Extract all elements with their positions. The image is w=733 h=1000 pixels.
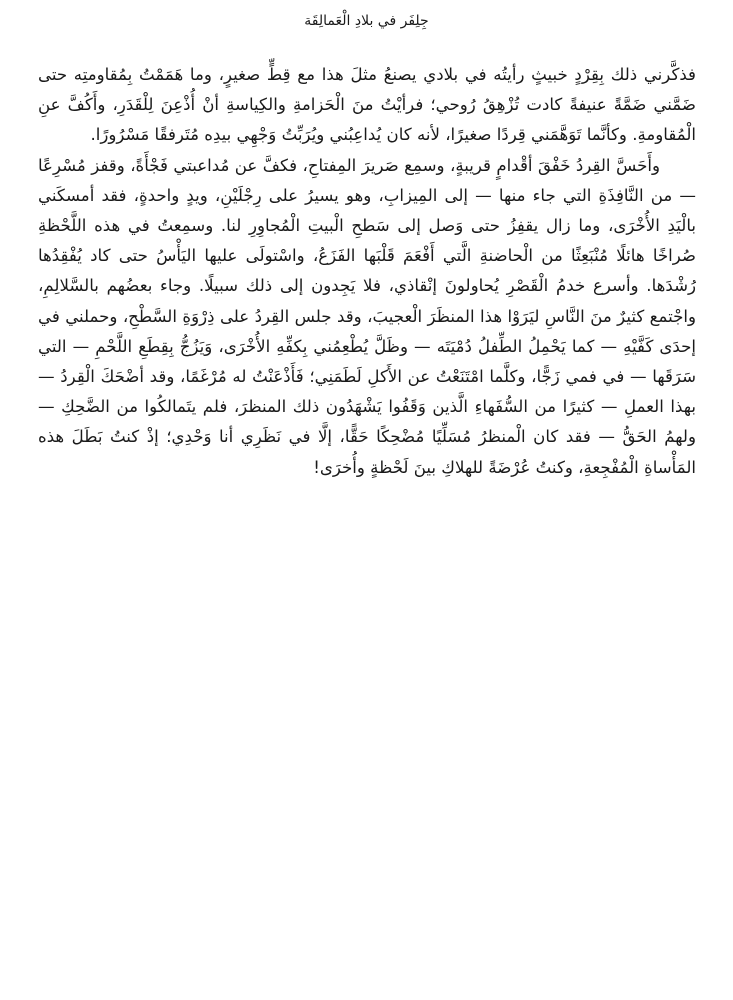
paragraph-2: وأَحَسَّ القِردُ خَفْقَ أقْدامٍ قريبةٍ، وسمِع صَريرَ المِفتاحِ، فكفَّ عن مُداعبتي فَجْأَةً، وقفز مُسْرِعًا — من النَّافِذَةِ التي جاء منها — إلى المِيزابِ، وهو يسيرُ على رِجْلَيْنِ، ويدٍ واحدةٍ، فقد أمسكَني بالْيَدِ الأُخْرَى، وما زال يقفِزُ حتى وَصل إلى سَطحِ الْبيتِ الْمُجاوِرِ لنا. وسمِعتُ في هذه اللَّحْظةِ صُراخًا هائلًا مُنْبَعِثًا من الْحاضنةِ الَّتي أَفْعَمَ قَلْبَها الفَزَعُ، واسْتولَى عليها اليَأْسُ حتى كاد يُفْقِدُها رُشْدَها. وأسرع خدمُ الْقَصْرِ يُحاولونَ إنْقاذي، فلا يَجِدون إلى ذلك سبيلًا. وجاء بعضُهم بالسَّلالِمِ، واجْتمع كثيرٌ منَ النَّاسِ ليَرَوْا هذا المنظَرَ الْعجيبَ، وقد جلس القِردُ على ذِرْوَةِ السَّطْحِ، وحملني في إحدَى كَفَّيْهِ — كما يَحْمِلُ الطِّفلُ دُمْيَتَه — وظَلَّ يُطْعِمُني بِكفِّهِ الأُخْرَى، وَيَزُجُّ بِقِطَعِ اللَّحْمِ — التي سَرَقَها — في فمي زَجًّا، وكلَّما امْتَنَعْتُ عن الأَكلِ لَطَمَنِي؛ فَأَذْعَنْتُ له مُرْغَمًا، وقد أضْحَكَ الْقِردُ — بهذا العملِ — كثيرًا من السُّفَهاءِ الَّذين وَقَفُوا يَشْهَدُون ذلك المنظرَ، فلم يتَمالكُوا من الضَّحِكِ — ولهمُ الحَقُّ — فقد كان الْمنظرُ مُسَلِّيًا مُضْحِكًا حَقًّا، إلَّا في نَظَرِي أنا وَحْدِي؛ إذْ كنتُ بَطَلَ هذه المَأْساةِ الْمُفْجِعةِ، وكنتُ عُرْضَةً للهلاكِ بينَ لَحْظةٍ وأُخرَى! [38,155,696,477]
paragraph-1: فذكَّرني ذلك بِقِرْدٍ خبيثٍ رأيتُه في بلادي يصنعُ مثلَ هذا مع قِطٍّ صغيرٍ، وما هَمَمْتُ بِمُقاومتِه حتى ضَمَّني ضَمَّةً عنيفةً كادت تُزْهِقُ رُوحي؛ فرأيْتُ منَ الْحَزامةِ والكِياسةِ أنْ أُذْعِنَ لِلْقَدَرِ، وأَكُفَّ عنِ الْمُقاومةِ. وكأنَّما تَوَهَّمَني قِردًا صغيرًا، لأنه كان يُداعِبُني ويُرَبِّتُ وَجْهِي بيدِه مُتَرفقًا مَسْرُورًا. [38,65,696,145]
running-header-title: جِلِفَر في بلادِ الْعَمالِقَة [304,13,429,29]
body-text [38,60,696,483]
